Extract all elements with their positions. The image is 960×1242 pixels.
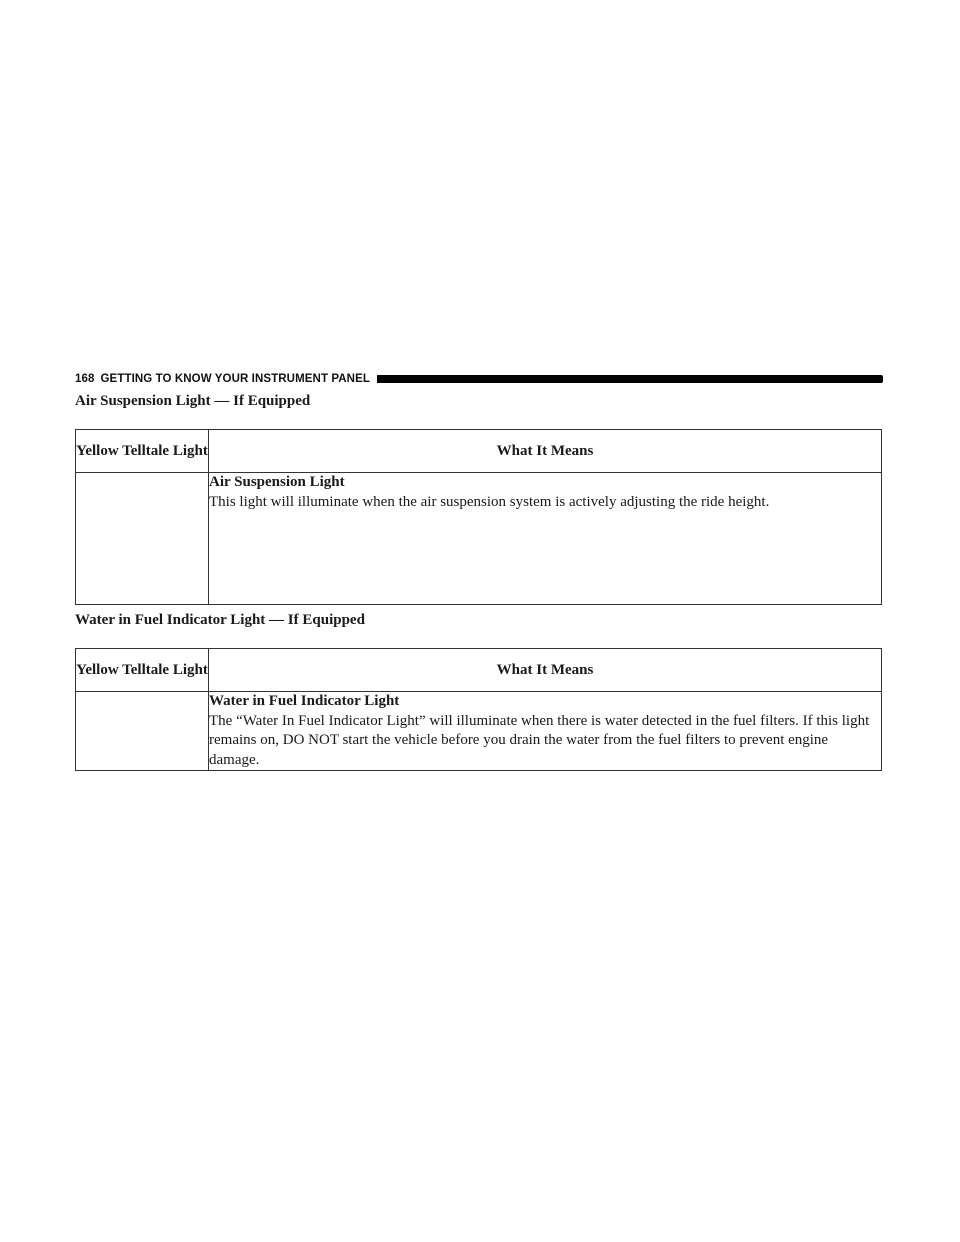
table-row [76, 473, 882, 605]
page-header [75, 371, 883, 387]
section-title-water-in-fuel: Water in Fuel Indicator Light — If Equipped [75, 612, 365, 628]
header-yellow-telltale-light: Yellow Telltale Light [76, 430, 209, 473]
light-name: Air Suspension Light [209, 474, 345, 490]
light-name: Water in Fuel Indicator Light [209, 693, 400, 709]
telltale-icon-cell [76, 692, 209, 771]
description-cell [209, 692, 882, 771]
page-number: 168 [75, 373, 95, 385]
header-yellow-telltale-light: Yellow Telltale Light [76, 649, 209, 692]
air-suspension-table [75, 429, 882, 605]
header-rule [377, 375, 883, 383]
light-description: The “Water In Fuel Indicator Light” will illuminate when there is water detected in the fuel filters. If this light remains on, DO NOT start the vehicle before you drain the water from the fuel filters to prevent engine damage. [209, 712, 870, 768]
table-header-row [76, 430, 882, 473]
header-what-it-means: What It Means [209, 649, 882, 692]
table-row [76, 692, 882, 771]
section-title-air-suspension: Air Suspension Light — If Equipped [75, 393, 311, 409]
header-text [75, 373, 370, 385]
telltale-icon-cell [76, 473, 209, 605]
light-description: This light will illuminate when the air suspension system is actively adjusting the ride height. [209, 493, 770, 510]
header-what-it-means: What It Means [209, 430, 882, 473]
chapter-title: GETTING TO KNOW YOUR INSTRUMENT PANEL [100, 373, 370, 385]
description-cell [209, 473, 882, 605]
table-header-row [76, 649, 882, 692]
water-in-fuel-table [75, 648, 882, 771]
